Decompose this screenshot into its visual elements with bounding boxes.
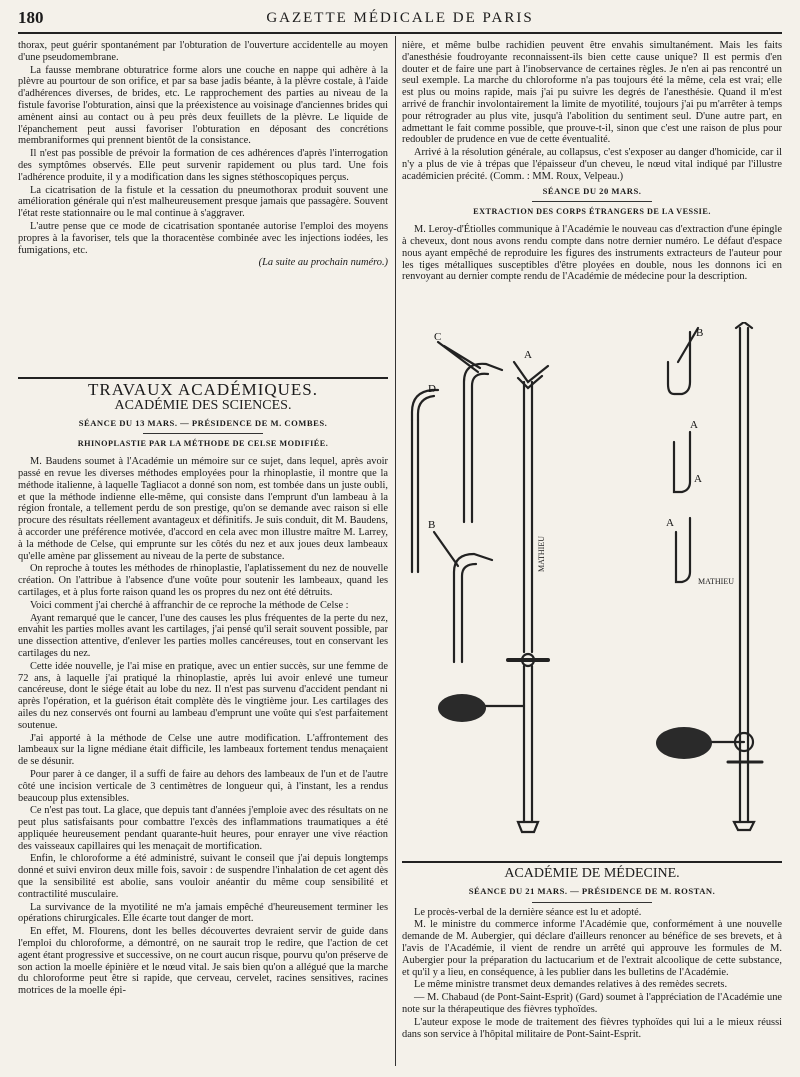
paragraph: L'autre pense que ce mode de cicatrisation spontanée autorise l'emploi des moyens propres à la favoriser, tels que la thoracentèse combinée avec les injections iodées, les fumigations, etc. bbox=[18, 220, 388, 256]
paragraph: L'auteur expose le mode de traitement des fièvres typhoïdes qui lui a le mieux réussi dans son service à l'hôpital militaire de Pont-Saint-Esprit. bbox=[402, 1016, 782, 1040]
paragraph: Le même ministre transmet deux demandes relatives à des remèdes secrets. bbox=[414, 979, 728, 991]
label-a: A bbox=[524, 349, 532, 361]
instrument-engraving bbox=[398, 322, 782, 847]
section-title: TRAVAUX ACADÉMIQUES. bbox=[87, 380, 318, 399]
label-b-small: B bbox=[696, 327, 704, 339]
instrument-illustration bbox=[398, 322, 782, 847]
label-b: C bbox=[434, 331, 442, 343]
right-column-bottom bbox=[402, 856, 782, 1041]
journal-title: GAZETTE MÉDICALE DE PARIS bbox=[266, 10, 534, 26]
session-heading: SÉANCE DU 13 MARS. — PRÉSIDENCE DE M. COMBES. bbox=[78, 417, 328, 428]
topic-heading: RHINOPLASTIE PAR LA MÉTHODE DE CELSE MODIFIÉE. bbox=[77, 439, 329, 449]
label-a-small-2: A bbox=[694, 473, 702, 485]
maker-stamp-right: MATHIEU bbox=[698, 577, 734, 586]
instrument-c bbox=[454, 554, 492, 662]
session-heading: SÉANCE DU 20 MARS. bbox=[542, 185, 642, 196]
paragraph: Le procès-verbal de la dernière séance est lu et adopté. bbox=[414, 906, 642, 918]
label-a-small-3: A bbox=[666, 517, 674, 529]
paragraph: Cette idée nouvelle, je l'ai mise en pratique, avec un entier succès, sur une femme de 72 ans, à laquelle j'ai pratiqué la rhinoplastie, après lui avoir enlevé une tumeur cancéreuse, dont le siége était au lobe du nez. Il n'est pas survenu d'accident pendant ni après l'opération, et la guérison était complète dès le vingtième jour. Les cartilages des ailes du nez conservés ont fourni au lambeau d'emprunt une voûte qui s'est parfaitement soutenue. bbox=[18, 660, 388, 731]
divider bbox=[532, 902, 652, 903]
divider bbox=[532, 201, 652, 202]
paragraph: — M. Chabaud (de Pont-Saint-Esprit) (Gard) soumet à l'appréciation de l'Académie une note sur la thérapeutique des fièvres typhoïdes. bbox=[402, 992, 782, 1015]
label-d: D bbox=[428, 383, 436, 395]
paragraph: M. le ministre du commerce informe l'Académie que, conformément à une nouvelle demande de M. Aubergier, qui déclare d'ailleurs renoncer au bénéfice de ses brevets, et à l'avis de l'Académie, il vient de rendre un arrêté qui approuve les formules de M. Aubergier pour la préparation du lactucarium et de l'extrait alcoolique de cette substance, et qu'il y a lieu, en conséquence, à les publier dans les bulletins de l'Académie. bbox=[402, 919, 782, 978]
paragraph: Arrivé à la résolution générale, au collapsus, c'est s'exposer au danger d'homicide, car il n'y a plus de vie à trépas que l'épaisseur d'un cheveu, le nœud vital indiqué par l'illustre académicien précité. (Comm. : MM. Roux, Velpeau.) bbox=[402, 147, 782, 182]
pump-bulb-left bbox=[438, 694, 486, 722]
pump-bulb-right bbox=[656, 727, 712, 759]
page-number: 180 bbox=[18, 8, 44, 27]
left-column-main bbox=[18, 372, 388, 998]
paragraph: On reproche à toutes les méthodes de rhinoplastie, l'aplatissement du nez de nouvelle création. On l'attribue à l'absence d'une voûte pour soutenir les lambeaux, quand les cartilages, et à plus forte raison quand les os propres du nez ont été détruits. bbox=[18, 563, 388, 598]
paragraph: Enfin, le chloroforme a été administré, suivant le conseil que j'ai depuis longtemps donné et suivi environ deux mille fois, savoir : de suspendre l'inhalation de cet agent dès que la sensibilité est abolie, sans vouloir anéantir du même coup sensibilité et contractilité musculaire. bbox=[18, 853, 388, 900]
section-rule bbox=[402, 861, 782, 863]
instrument-long-shaft bbox=[740, 328, 748, 822]
paragraph: Voici comment j'ai cherché à affranchir de ce reproche la méthode de Celse : bbox=[30, 599, 349, 611]
session-heading: SÉANCE DU 21 MARS. — PRÉSIDENCE DE M. ROSTAN. bbox=[468, 885, 716, 896]
paragraph: Ayant remarqué que le cancer, l'une des causes les plus fréquentes de la perte du nez, envahit les parties molles avant les cartilages, j'ai pensé qu'il serait souvent possible, par une dissection attentive, d'enlever les parties molles cancéreuses, tout en conservant les cartilages du nez. bbox=[18, 612, 388, 659]
instrument-small-a1 bbox=[674, 432, 690, 492]
paragraph: La cicatrisation de la fistule et la cessation du pneumothorax produit souvent une amélioration générale qui n'est malheureusement presque jamais que passagère. Souvent l'état reste stationnaire ou le mal continue à s'aggraver. bbox=[18, 184, 388, 220]
paragraph: M. Baudens soumet à l'Académie un mémoire sur ce sujet, dans lequel, après avoir passé en revue les diverses méthodes employées pour la rhinoplastie, il montre que la méthode italienne, à laquelle Tagliacot a donné son nom, est tombée dans un juste oubli, et que la méthode indienne elle-même, qui consiste dans l'emprunt d'un lambeau à la région frontale, a tellement perdu de son prestige, qu'on se demande avec raison si elle procure des résultats réellement avantageux et définitifs. Je suis conduit, dit M. Baudens, à accorder une préférence motivée, d'accord en cela avec mon illustre maître M. Larrey, à la méthode de Celse, qui emprunte sur les côtés du nez et aux joues deux lambeaux qu'elle amène par glissement au niveau de la perte de substance. bbox=[18, 456, 388, 562]
figure-labels bbox=[428, 327, 703, 531]
paragraph: La fausse membrane obturatrice forme alors une couche en nappe qui adhère à la plèvre au pourtour de son orifice, et par sa base jadis béante, à la plèvre costale, à l'aide d'adhérences diverses, de brides, etc. Le rapprochement des parties au niveau de la fistule favorise l'obturation, ainsi que la préexistence au voisinage d'anciennes brides qui amènent ainsi au contact ou à peu près deux feuillets de la plèvre. Le liquide de l'épanchement peut aussi favoriser l'obturation en déposant des concrétions membraniformes qui prennent bientôt de la consistance. bbox=[18, 64, 388, 147]
paragraph: J'ai apporté à la méthode de Celse une autre modification. L'affrontement des lambeaux sur la ligne médiane était difficile, les lambeaux fortement tendus menaçaient de se désunir. bbox=[18, 732, 388, 768]
paragraph: Il n'est pas possible de prévoir la formation de ces adhérences d'après l'interrogation des symptômes observés. Elle peut survenir rapidement ou plus tard. Une fois l'adhérence produite, il y a modification dans les signes stéthoscopiques perçus. bbox=[18, 148, 388, 183]
paragraph: thorax, peut guérir spontanément par l'obturation de l'ouverture accidentelle au moyen d'une pseudomembrane. bbox=[18, 40, 388, 63]
continuation-note: (La suite au prochain numéro.) bbox=[258, 257, 388, 269]
instrument-b bbox=[464, 364, 502, 522]
label-a-small-1: A bbox=[690, 419, 698, 431]
paragraph: La survivance de la myotilité ne m'a jamais empêché d'heureusement terminer les opérations chirurgicales. Elle écarte tout danger de mort. bbox=[18, 901, 388, 925]
topic-heading: EXTRACTION DES CORPS ÉTRANGERS DE LA VESSIE. bbox=[473, 207, 711, 217]
paragraph: En effet, M. Flourens, dont les belles découvertes devraient servir de guide dans l'emploi du chloroforme, a démontré, on ne saurait trop le redire, que l'action de cet agent étant progressive et successive, on ne court aucun risque, pourvu qu'on préserve de son action la moelle épinière et le nœud vital. Je sais bien qu'on a allégué que la marche du chloroforme peut être si rapide, que cerveau, cervelet, racines sensitives, racines motrices de la moelle épi- bbox=[18, 926, 388, 997]
divider bbox=[143, 433, 263, 434]
maker-stamp-left: MATHIEU bbox=[537, 536, 546, 572]
paragraph: Ce n'est pas tout. La glace, que depuis tant d'années j'emploie avec des résultats on ne peut plus satisfaisants pour combattre l'excès des inflammations traumatiques a été appliquée heureusement pendant quarante-huit heures, pour enrayer une vive réaction des vaisseaux capillaires qui les menaçait de mortification. bbox=[18, 805, 388, 852]
column-divider bbox=[395, 36, 396, 1066]
academy-title: ACADÉMIE DE MÉDECINE. bbox=[504, 866, 680, 881]
paragraph: Pour parer à ce danger, il a suffi de faire au dehors des lambeaux de l'un et de l'autre côté une incision verticale de 3 centimètres de longueur qui, à l'instant, les a rendus beaucoup plus extensibles. bbox=[18, 768, 388, 804]
instrument-small-a2 bbox=[676, 518, 690, 582]
left-column-top bbox=[18, 40, 388, 270]
paragraph: M. Leroy-d'Étiolles communique à l'Académie le nouveau cas d'extraction d'une épingle à cheveux, dont nous avons rendu compte dans notre dernier numéro. Le défaut d'espace nous ayant empêché de reproduire les figures des instruments extracteurs de l'auteur pour les tiges métalliques susceptibles d'être ployées en double, nous les donnons ici en renvoyant au dernier compte rendu de l'Académie de médecine pour la description. bbox=[402, 224, 782, 283]
instrument-small-b bbox=[668, 332, 690, 394]
instrument-a-shaft bbox=[524, 382, 532, 652]
section-rule bbox=[18, 377, 388, 379]
page-header bbox=[18, 6, 782, 34]
academy-title: ACADÉMIE DES SCIENCES. bbox=[114, 397, 292, 413]
right-column-top bbox=[402, 40, 782, 284]
label-c: B bbox=[428, 519, 436, 531]
paragraph: nière, et même bulbe rachidien peuvent être envahis simultanément. Mais les faits d'anesthésie foudroyante reconnaissent-ils bien cette cause unique? Il est permis d'en douter et de faire une part à l'inobservance de certaines règles. Je n'en ai pas rencontré un seul exemple. La marche du chloroforme n'a pas toujours été la même, cela est vrai; elle est plus ou moins rapide, mais j'ai pu suivre les degrés de l'anesthésie. Quand il m'est arrivé de franchir involontairement la limite de myotilité, toujours j'ai pu m'arrêter à temps pour rétrograder au plus vite, jusqu'à l'abolition du sentiment seul. D'une autre part, en admettant le fait comme possible, que prouve-t-il, sinon que c'est une raison de plus pour redoubler de prudence en vue de cette éventualité. bbox=[402, 40, 782, 146]
